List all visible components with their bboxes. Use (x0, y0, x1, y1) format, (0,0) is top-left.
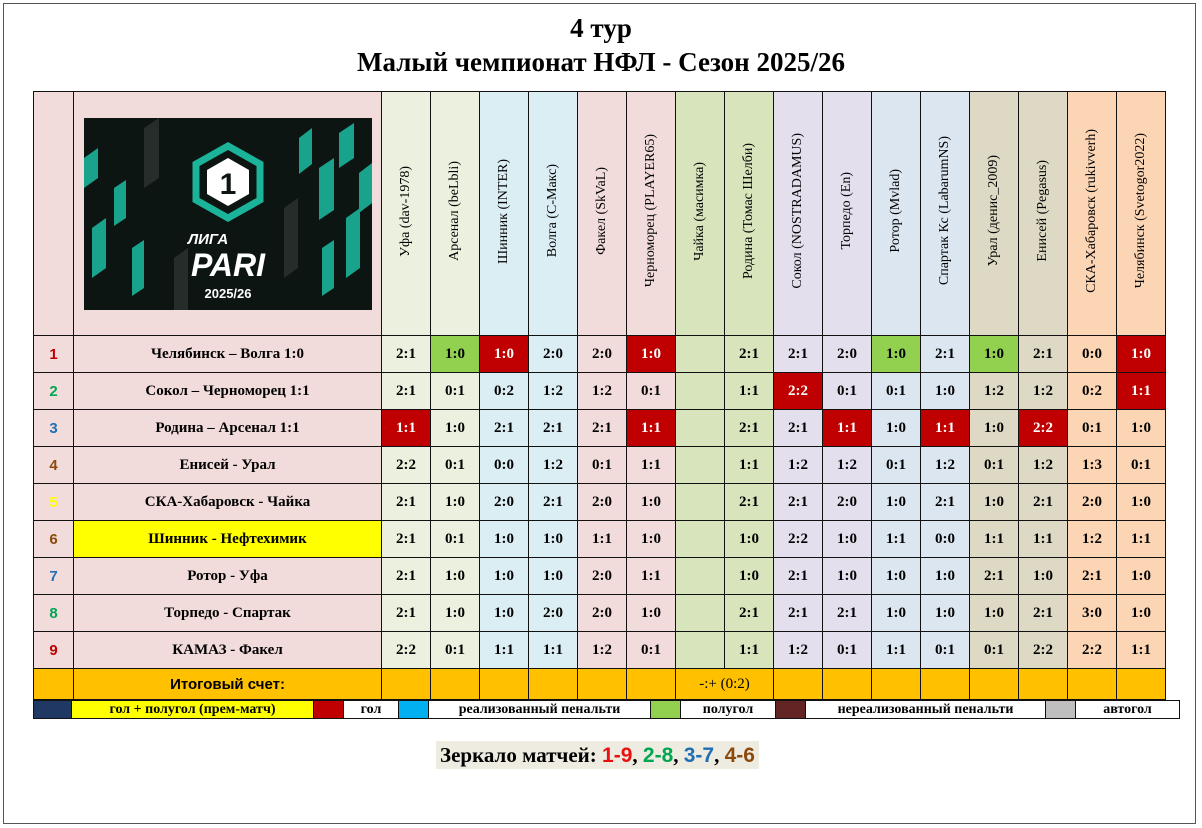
match-row (34, 595, 1166, 632)
legend-label: гол + полугол (прем-матч) (72, 701, 314, 719)
prediction-cell: 1:1 (1117, 632, 1166, 669)
prediction-cell: 2:1 (774, 484, 823, 521)
prediction-cell: 2:1 (578, 410, 627, 447)
total-label: Итоговый счет: (74, 669, 382, 700)
prediction-cell: 0:1 (872, 373, 921, 410)
prediction-cell: 0:2 (480, 373, 529, 410)
match-name: СКА-Хабаровск - Чайка (74, 484, 382, 521)
logo-number: 1 (219, 167, 236, 201)
total-score-cell (627, 669, 676, 700)
prediction-cell: 1:0 (823, 558, 872, 595)
prediction-cell: 2:0 (578, 484, 627, 521)
predictions-table (33, 91, 1166, 700)
player-column-label: Родина (Томас Шелби) (741, 142, 756, 280)
prediction-cell: 1:2 (1019, 373, 1068, 410)
color-legend (33, 700, 1180, 719)
prediction-cell: 2:0 (529, 336, 578, 373)
player-column-header (823, 92, 872, 336)
prediction-cell: 2:1 (382, 484, 431, 521)
prediction-cell: 1:0 (627, 484, 676, 521)
mirror-pair: 3-7 (683, 744, 715, 767)
prediction-cell: 1:0 (921, 595, 970, 632)
player-column-header (578, 92, 627, 336)
match-row (34, 447, 1166, 484)
legend-label: полугол (681, 701, 776, 719)
prediction-cell: 0:1 (823, 373, 872, 410)
prediction-cell: 2:1 (529, 410, 578, 447)
prediction-cell: 1:0 (872, 484, 921, 521)
prediction-cell: 1:1 (578, 521, 627, 558)
match-name: КАМАЗ - Факел (74, 632, 382, 669)
match-row (34, 373, 1166, 410)
legend-swatch (399, 701, 429, 719)
match-name: Родина – Арсенал 1:1 (74, 410, 382, 447)
prediction-cell: 2:0 (823, 336, 872, 373)
prediction-cell: 2:1 (382, 595, 431, 632)
prediction-cell: 3:0 (1068, 595, 1117, 632)
prediction-cell: 2:2 (774, 373, 823, 410)
prediction-cell: 0:1 (627, 632, 676, 669)
prediction-cell: 1:0 (627, 336, 676, 373)
match-number: 4 (34, 447, 74, 484)
prediction-cell: 0:1 (1068, 410, 1117, 447)
prediction-cell: 1:0 (970, 484, 1019, 521)
match-row (34, 558, 1166, 595)
match-row (34, 632, 1166, 669)
prediction-cell: 1:0 (1117, 336, 1166, 373)
logo-brand: PARI (190, 246, 265, 283)
player-column-header (529, 92, 578, 336)
prediction-cell: 1:0 (872, 410, 921, 447)
player-column-header (970, 92, 1019, 336)
prediction-cell: 1:0 (872, 595, 921, 632)
prediction-cell: 2:2 (1019, 632, 1068, 669)
prediction-cell: 1:0 (529, 558, 578, 595)
player-column-label: Чайка (масимка) (692, 161, 707, 261)
prediction-cell: 2:1 (725, 410, 774, 447)
match-row (34, 410, 1166, 447)
prediction-cell: 1:1 (529, 632, 578, 669)
prediction-cell (676, 410, 725, 447)
total-score-cell (872, 669, 921, 700)
prediction-cell: 0:1 (1117, 447, 1166, 484)
prediction-cell: 1:1 (921, 410, 970, 447)
prediction-cell: 1:1 (627, 447, 676, 484)
prediction-cell: 2:1 (529, 484, 578, 521)
prediction-cell: 0:1 (921, 632, 970, 669)
header-row (34, 92, 1166, 336)
prediction-cell: 1:1 (725, 373, 774, 410)
prediction-cell: 2:0 (1068, 484, 1117, 521)
match-number: 1 (34, 336, 74, 373)
prediction-cell: 2:1 (1019, 484, 1068, 521)
prediction-cell (676, 521, 725, 558)
prediction-cell: 1:0 (1019, 558, 1068, 595)
prediction-cell: 0:1 (431, 632, 480, 669)
prediction-cell: 1:1 (1019, 521, 1068, 558)
logo-cell (74, 92, 382, 336)
mirror-pair: 1-9 (602, 744, 633, 767)
prediction-cell: 2:2 (1068, 632, 1117, 669)
player-column-header (1117, 92, 1166, 336)
total-score-cell: -:+ (0:2) (676, 669, 774, 700)
player-column-label: Торпедо (En) (839, 172, 854, 250)
prediction-cell: 2:1 (921, 484, 970, 521)
prediction-cell: 2:2 (774, 521, 823, 558)
player-column-label: Спартак Кс (LabarumNS) (937, 136, 952, 286)
prediction-cell: 1:0 (1117, 558, 1166, 595)
prediction-cell: 1:0 (480, 595, 529, 632)
prediction-cell: 2:1 (382, 558, 431, 595)
match-number: 2 (34, 373, 74, 410)
prediction-cell: 1:0 (627, 521, 676, 558)
match-row (34, 336, 1166, 373)
prediction-cell: 2:1 (725, 484, 774, 521)
prediction-cell: 1:0 (480, 336, 529, 373)
total-score-cell (823, 669, 872, 700)
total-row (34, 669, 1166, 700)
prediction-cell: 2:1 (480, 410, 529, 447)
legend-label: реализованный пенальти (429, 701, 651, 719)
prediction-cell: 1:1 (382, 410, 431, 447)
prediction-cell: 1:0 (970, 336, 1019, 373)
match-name: Енисей - Урал (74, 447, 382, 484)
match-name: Ротор - Уфа (74, 558, 382, 595)
legend-swatch (1046, 701, 1076, 719)
prediction-cell: 1:1 (480, 632, 529, 669)
prediction-cell: 1:0 (431, 336, 480, 373)
prediction-cell: 1:2 (578, 373, 627, 410)
legend-swatch (776, 701, 806, 719)
prediction-cell: 0:1 (823, 632, 872, 669)
prediction-cell: 1:0 (480, 558, 529, 595)
prediction-cell (676, 373, 725, 410)
player-column-header (431, 92, 480, 336)
prediction-cell: 1:0 (431, 595, 480, 632)
prediction-cell: 0:0 (921, 521, 970, 558)
match-number: 3 (34, 410, 74, 447)
prediction-cell: 0:1 (970, 447, 1019, 484)
round-title: 4 тур (570, 13, 632, 43)
prediction-cell: 1:1 (872, 521, 921, 558)
prediction-cell: 2:0 (578, 595, 627, 632)
player-column-label: Факел (SkVaL) (594, 167, 609, 255)
prediction-cell: 1:2 (774, 447, 823, 484)
prediction-cell: 1:0 (872, 336, 921, 373)
match-name: Сокол – Черноморец 1:1 (74, 373, 382, 410)
prediction-cell: 1:1 (872, 632, 921, 669)
prediction-cell (676, 484, 725, 521)
prediction-cell: 2:0 (578, 336, 627, 373)
total-score-cell (480, 669, 529, 700)
prediction-cell: 1:2 (823, 447, 872, 484)
legend-swatch (34, 701, 72, 719)
prediction-cell: 1:2 (921, 447, 970, 484)
player-column-header (725, 92, 774, 336)
prediction-cell: 2:1 (823, 595, 872, 632)
prediction-cell: 2:0 (529, 595, 578, 632)
prediction-cell: 2:0 (480, 484, 529, 521)
player-column-header (627, 92, 676, 336)
prediction-cell: 2:1 (970, 558, 1019, 595)
prediction-cell: 1:2 (970, 373, 1019, 410)
player-column-label: Шинник (INTER) (496, 158, 511, 264)
prediction-cell: 0:1 (970, 632, 1019, 669)
prediction-cell: 1:2 (529, 447, 578, 484)
match-row (34, 521, 1166, 558)
mirror-pair: 4-6 (724, 744, 755, 767)
prediction-cell: 1:1 (970, 521, 1019, 558)
logo-liga: ЛИГА (187, 230, 228, 248)
prediction-cell: 1:1 (725, 632, 774, 669)
championship-title: Малый чемпионат НФЛ - Сезон 2025/26 (357, 47, 845, 77)
prediction-cell: 0:1 (578, 447, 627, 484)
player-column-label: СКА-Хабаровск (rukivverh) (1084, 129, 1099, 293)
prediction-cell: 1:2 (578, 632, 627, 669)
prediction-cell: 1:0 (529, 521, 578, 558)
total-score-cell (578, 669, 627, 700)
prediction-cell: 0:0 (1068, 336, 1117, 373)
match-number: 9 (34, 632, 74, 669)
prediction-cell: 2:1 (774, 595, 823, 632)
match-number: 8 (34, 595, 74, 632)
player-column-header (382, 92, 431, 336)
prediction-cell: 1:0 (431, 410, 480, 447)
prediction-cell: 2:1 (1019, 336, 1068, 373)
prediction-cell: 1:2 (529, 373, 578, 410)
prediction-cell: 2:1 (382, 373, 431, 410)
legend-swatch (651, 701, 681, 719)
prediction-cell: 1:0 (1117, 484, 1166, 521)
prediction-cell: 2:1 (921, 336, 970, 373)
prediction-cell: 1:2 (1019, 447, 1068, 484)
prediction-cell: 2:1 (382, 336, 431, 373)
prediction-cell: 2:1 (774, 336, 823, 373)
prediction-cell: 2:1 (725, 336, 774, 373)
prediction-cell: 1:1 (1117, 521, 1166, 558)
prediction-cell: 1:0 (970, 410, 1019, 447)
prediction-cell: 1:0 (1117, 410, 1166, 447)
match-name: Шинник - Нефтехимик (74, 521, 382, 558)
prediction-cell: 1:0 (872, 558, 921, 595)
player-column-header (1019, 92, 1068, 336)
match-number: 7 (34, 558, 74, 595)
mirror-label: Зеркало матчей: (440, 743, 597, 767)
prediction-cell: 2:1 (1019, 595, 1068, 632)
prediction-cell: 1:2 (774, 632, 823, 669)
match-name: Торпедо - Спартак (74, 595, 382, 632)
match-name: Челябинск – Волга 1:0 (74, 336, 382, 373)
prediction-cell: 2:2 (382, 632, 431, 669)
prediction-cell: 0:2 (1068, 373, 1117, 410)
match-row (34, 484, 1166, 521)
player-column-label: Урал (денис_2009) (986, 155, 1001, 267)
prediction-cell: 0:1 (431, 447, 480, 484)
player-column-header (921, 92, 970, 336)
prediction-cell: 0:1 (872, 447, 921, 484)
prediction-cell: 1:0 (725, 558, 774, 595)
mirror-matches: Зеркало матчей: 1-9, 2-8, 3-7, 4-6 (436, 741, 759, 769)
prediction-cell (676, 447, 725, 484)
prediction-cell: 1:0 (823, 521, 872, 558)
total-score-cell (431, 669, 480, 700)
total-score-cell (529, 669, 578, 700)
prediction-cell: 1:0 (970, 595, 1019, 632)
prediction-cell: 1:0 (921, 373, 970, 410)
prediction-cell: 1:1 (823, 410, 872, 447)
prediction-cell: 2:0 (823, 484, 872, 521)
player-column-label: Челябинск (Svetogor2022) (1133, 133, 1148, 289)
prediction-cell: 1:0 (431, 558, 480, 595)
prediction-cell: 2:1 (1068, 558, 1117, 595)
prediction-cell: 1:0 (431, 484, 480, 521)
total-score-cell (1117, 669, 1166, 700)
match-number: 5 (34, 484, 74, 521)
prediction-cell (676, 632, 725, 669)
prediction-cell (676, 558, 725, 595)
prediction-cell: 1:1 (627, 410, 676, 447)
prediction-cell (676, 595, 725, 632)
prediction-cell: 1:1 (627, 558, 676, 595)
player-column-label: Енисей (Pegasus) (1035, 160, 1050, 262)
total-score-cell (1068, 669, 1117, 700)
player-column-label: Арсенал (beLbli) (447, 161, 462, 261)
player-column-header (480, 92, 529, 336)
player-column-label: Волга (С-Макс) (545, 164, 560, 258)
total-score-cell (921, 669, 970, 700)
logo-season: 2025/26 (204, 285, 251, 301)
legend-swatch (314, 701, 344, 719)
legend-label: гол (344, 701, 399, 719)
prediction-cell: 1:1 (725, 447, 774, 484)
prediction-cell: 1:0 (725, 521, 774, 558)
prediction-cell: 2:1 (382, 521, 431, 558)
player-column-label: Уфа (dav-1978) (398, 165, 413, 257)
total-score-cell (1019, 669, 1068, 700)
total-empty-cell (34, 669, 74, 700)
player-column-label: Сокол (NOSTRADAMUS) (790, 133, 805, 289)
prediction-cell: 2:1 (774, 558, 823, 595)
prediction-cell: 1:0 (921, 558, 970, 595)
prediction-cell: 2:2 (1019, 410, 1068, 447)
prediction-cell: 0:0 (480, 447, 529, 484)
legend-label: нереализованный пенальти (806, 701, 1046, 719)
total-score-cell (774, 669, 823, 700)
player-column-label: Черноморец (PLAYER65) (643, 134, 658, 288)
prediction-cell: 2:1 (774, 410, 823, 447)
prediction-cell: 1:2 (1068, 521, 1117, 558)
prediction-cell (676, 336, 725, 373)
mirror-pair: 2-8 (642, 744, 674, 767)
prediction-cell: 1:0 (480, 521, 529, 558)
player-column-header (774, 92, 823, 336)
prediction-cell: 0:1 (627, 373, 676, 410)
player-column-header (676, 92, 725, 336)
legend-label: автогол (1076, 701, 1180, 719)
total-score-cell (970, 669, 1019, 700)
liga-pari-logo (84, 118, 372, 310)
prediction-cell: 1:0 (1117, 595, 1166, 632)
player-column-header (872, 92, 921, 336)
prediction-cell: 1:1 (1117, 373, 1166, 410)
prediction-cell: 2:2 (382, 447, 431, 484)
player-column-label: Ротор (Mvlad) (888, 169, 903, 253)
legend-row (34, 701, 1180, 719)
header-num-cell (34, 92, 74, 336)
total-score-cell (382, 669, 431, 700)
player-column-header (1068, 92, 1117, 336)
prediction-cell: 1:0 (627, 595, 676, 632)
prediction-cell: 0:1 (431, 373, 480, 410)
prediction-cell: 2:0 (578, 558, 627, 595)
prediction-cell: 1:3 (1068, 447, 1117, 484)
prediction-cell: 2:1 (725, 595, 774, 632)
prediction-cell: 0:1 (431, 521, 480, 558)
match-number: 6 (34, 521, 74, 558)
